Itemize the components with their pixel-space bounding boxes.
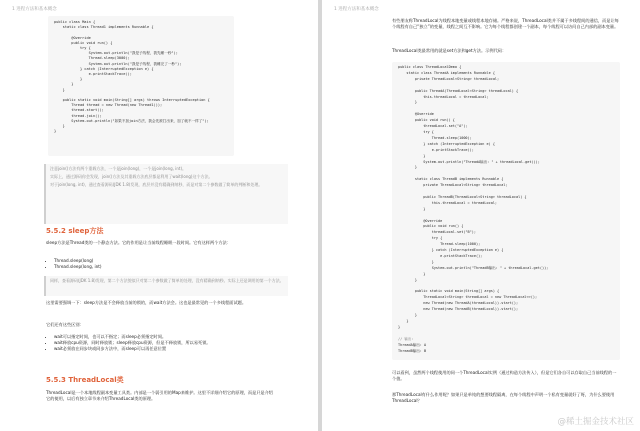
code-line: } [398, 271, 426, 276]
code-line: new Thread(new ThreadA(threadLocal)).start(); [398, 301, 519, 306]
code-line: threadLocal.set("A"); [398, 124, 468, 129]
note-sleep [44, 276, 288, 296]
code-line: public static void main(String[] args) { [398, 289, 500, 294]
code-line: public static void main(String[] args) throws InterruptedException { [54, 98, 210, 103]
code-line: } catch (InterruptedException e) { [398, 141, 495, 146]
left-page [0, 0, 318, 431]
code-line: e.printStackTrace(); [54, 72, 132, 77]
code-line: this.threadLocal = threadLocal; [398, 200, 498, 205]
code-line: try { [398, 129, 434, 134]
code-line: System.out.println("ThreadB输出: " + threadLocal.get()); [398, 265, 549, 270]
code-line: @Override [398, 112, 434, 117]
code-line: e.printStackTrace(); [398, 254, 483, 258]
code-line: Thread.sleep(1000); [398, 135, 472, 140]
code-line: thread.join(); [54, 113, 102, 118]
code-line: } [398, 259, 434, 264]
code-line: threadLocal.set("B"); [398, 230, 476, 235]
code-line: System.out.println("我是子线程，我先睡一秒"); [54, 51, 178, 56]
note-line: 实际上，通过源码你会发现，join()方法及其重载方法底层都是利用了wait(long)这个方法。 [50, 174, 213, 179]
code-text [48, 16, 234, 138]
code-line: ThreadLocal<String> threadLocal = new ThreadLocal<>(); [398, 295, 538, 300]
code-line: public class ThreadLocalDemo { [398, 65, 462, 69]
code-line: public void run() { [54, 40, 113, 45]
section-heading-sleep: 5.5.2 sleep方法 [46, 227, 104, 235]
running-head-left: 1 进程方法和基本概念 [12, 7, 57, 12]
threadlocal-explain-2: 那ThreadLocal有什么作用呢？如果只是单纯的想要线程隔离，在每个线程中声明一个私有变量就好了呀，为什么要使用ThreadLocal？ [392, 392, 615, 404]
code-line: } [398, 277, 417, 282]
threadlocal-usage: ThreadLocal类最常用的就是set方法和get方法。示例代码： [392, 48, 507, 53]
code-line: } [398, 313, 417, 318]
note-line: 对于join(long, int)，通过查看源码(JDK 1.8)发现，底层并没有精确到纳秒，而是对第二个参数做了简单的判断和处理。 [50, 182, 263, 187]
threadlocal-explain-1: 可以看到，虽然两个线程使用的同一个ThreadLocal实例（通过构造方法传入），但是它们各自可以存取自己当前线程的一个值。 [392, 370, 617, 382]
code-line: public ThreadA(ThreadLocal<String> threadLocal) { [398, 88, 519, 93]
code-text [392, 62, 620, 357]
list-item: • Thread.sleep(long) [54, 258, 274, 264]
code-line: public class Main { [54, 20, 96, 24]
running-head-right: 1 进程方法和基本概念 [334, 7, 379, 12]
code-block-join [48, 16, 234, 156]
code-line: public void run() { [398, 118, 455, 123]
diff-title: 它们还有这些区别： [46, 322, 84, 327]
note-line: 同样，查看源码(JDK 1.8)发现，第二个方法貌似只对第二个参数做了简单的处理，没有精确到纳秒。实际上还是调用的第一个方法。 [50, 278, 284, 283]
list-item: • wait释放cpu资源，同时释放锁；sleep释放cpu资源，但是不释放锁，所以易死锁。 [54, 340, 276, 346]
code-line: new Thread(new ThreadB(threadLocal)).start(); [398, 307, 519, 312]
code-line: } catch (InterruptedException e) { [54, 66, 154, 71]
code-line: } [54, 77, 83, 82]
code-line: System.out.println("如果不加join方法，我会先被打出来，加了就不一样了"); [54, 118, 209, 123]
code-line: private ThreadLocal<String> threadLocal; [398, 183, 508, 188]
code-line: ThreadA输出: A [398, 342, 427, 347]
code-line: } [398, 318, 409, 323]
sleep-wait-compare: 这里需要强调一下：sleep方法是不会释放当前的锁的，而wait方法会。这也是最常见的一个多线程面试题。 [46, 300, 247, 305]
code-line: this.threadLocal = threadLocal; [398, 94, 489, 99]
code-line: static class Thread1 implements Runnable { [54, 25, 154, 30]
code-line: try { [398, 236, 443, 241]
list-item: • Thread.sleep(long, int) [54, 264, 274, 270]
code-line: System.out.println("ThreadA输出: " + threadLocal.get()); [398, 159, 540, 164]
code-line: e.printStackTrace(); [398, 147, 474, 152]
watermark: @稀土掘金技术社区 [557, 417, 634, 427]
code-line: System.out.println("我是子线程，我睡完了一秒"); [54, 61, 182, 66]
code-line: ThreadB输出: B [398, 348, 427, 353]
code-line: @Override [398, 218, 443, 223]
code-line: Thread.sleep(1000); [398, 242, 481, 247]
code-line: Thread thread = new Thread(new Thread1()); [54, 103, 163, 108]
threadlocal-description: 有些朋友称ThreadLocal为线程本地变量或线程本地存储。严格来说，ThreadLocal类并不属于多线程间的通信，而是让每个线程有自己“独立”的变量，线程之间互不影响。它为每个线程都创建一个副本，每个线程可以访问自己内部的副本变量。 [392, 18, 619, 30]
code-line: } [54, 82, 74, 87]
diff-list [46, 334, 276, 353]
code-line: } [54, 129, 57, 134]
list-item: • wait必须放在同步块或同步方法中，而sleep可以再任意位置 [54, 346, 276, 352]
code-line: try { [54, 46, 91, 51]
threadlocal-intro: ThreadLocal是一个本地线程副本变量工具类。内部是一个弱引用的Map来维护。这里不详细介绍它的原理，而是只是介绍它的使用，以后有独立章节来介绍ThreadLocal类的原理。 [46, 390, 273, 402]
code-line: static class ThreadB implements Runnable { [398, 177, 504, 182]
code-line: } [398, 324, 401, 329]
code-line: } [398, 206, 426, 211]
sleep-method-list [46, 258, 274, 270]
code-line: @Override [54, 35, 91, 40]
code-line: } [54, 87, 65, 92]
code-line: // 输出: [398, 336, 414, 341]
code-line: } [54, 124, 65, 129]
code-line: public ThreadB(ThreadLocal<String> threadLocal) { [398, 194, 527, 199]
code-line: } [398, 100, 417, 105]
note-line: 注意join()方法有两个重载方法，一个是join(long)，一个是join(long, int)。 [50, 166, 187, 171]
code-line: } catch (InterruptedException e) { [398, 248, 504, 253]
list-item: • wait可以指定时间，也可以不指定；而sleep必须指定时间。 [54, 334, 276, 340]
code-line: } [398, 165, 417, 170]
section-heading-threadlocal: 5.5.3 ThreadLocal类 [46, 376, 124, 384]
code-block-threadlocal [392, 62, 620, 360]
code-line: } [398, 153, 426, 158]
note-join [44, 164, 288, 224]
code-line: public void run() { [398, 224, 464, 229]
code-line: private ThreadLocal<String> threadLocal; [398, 76, 500, 81]
sleep-intro: sleep方法是Thread类的一个静态方法。它的作用是让当前线程睡眠一段时间。它有这样两个方法： [46, 240, 231, 245]
code-line: thread.start(); [54, 108, 104, 113]
right-page [322, 0, 640, 431]
code-line: static class ThreadA implements Runnable { [398, 70, 495, 75]
code-line: Thread.sleep(3000); [54, 56, 130, 61]
